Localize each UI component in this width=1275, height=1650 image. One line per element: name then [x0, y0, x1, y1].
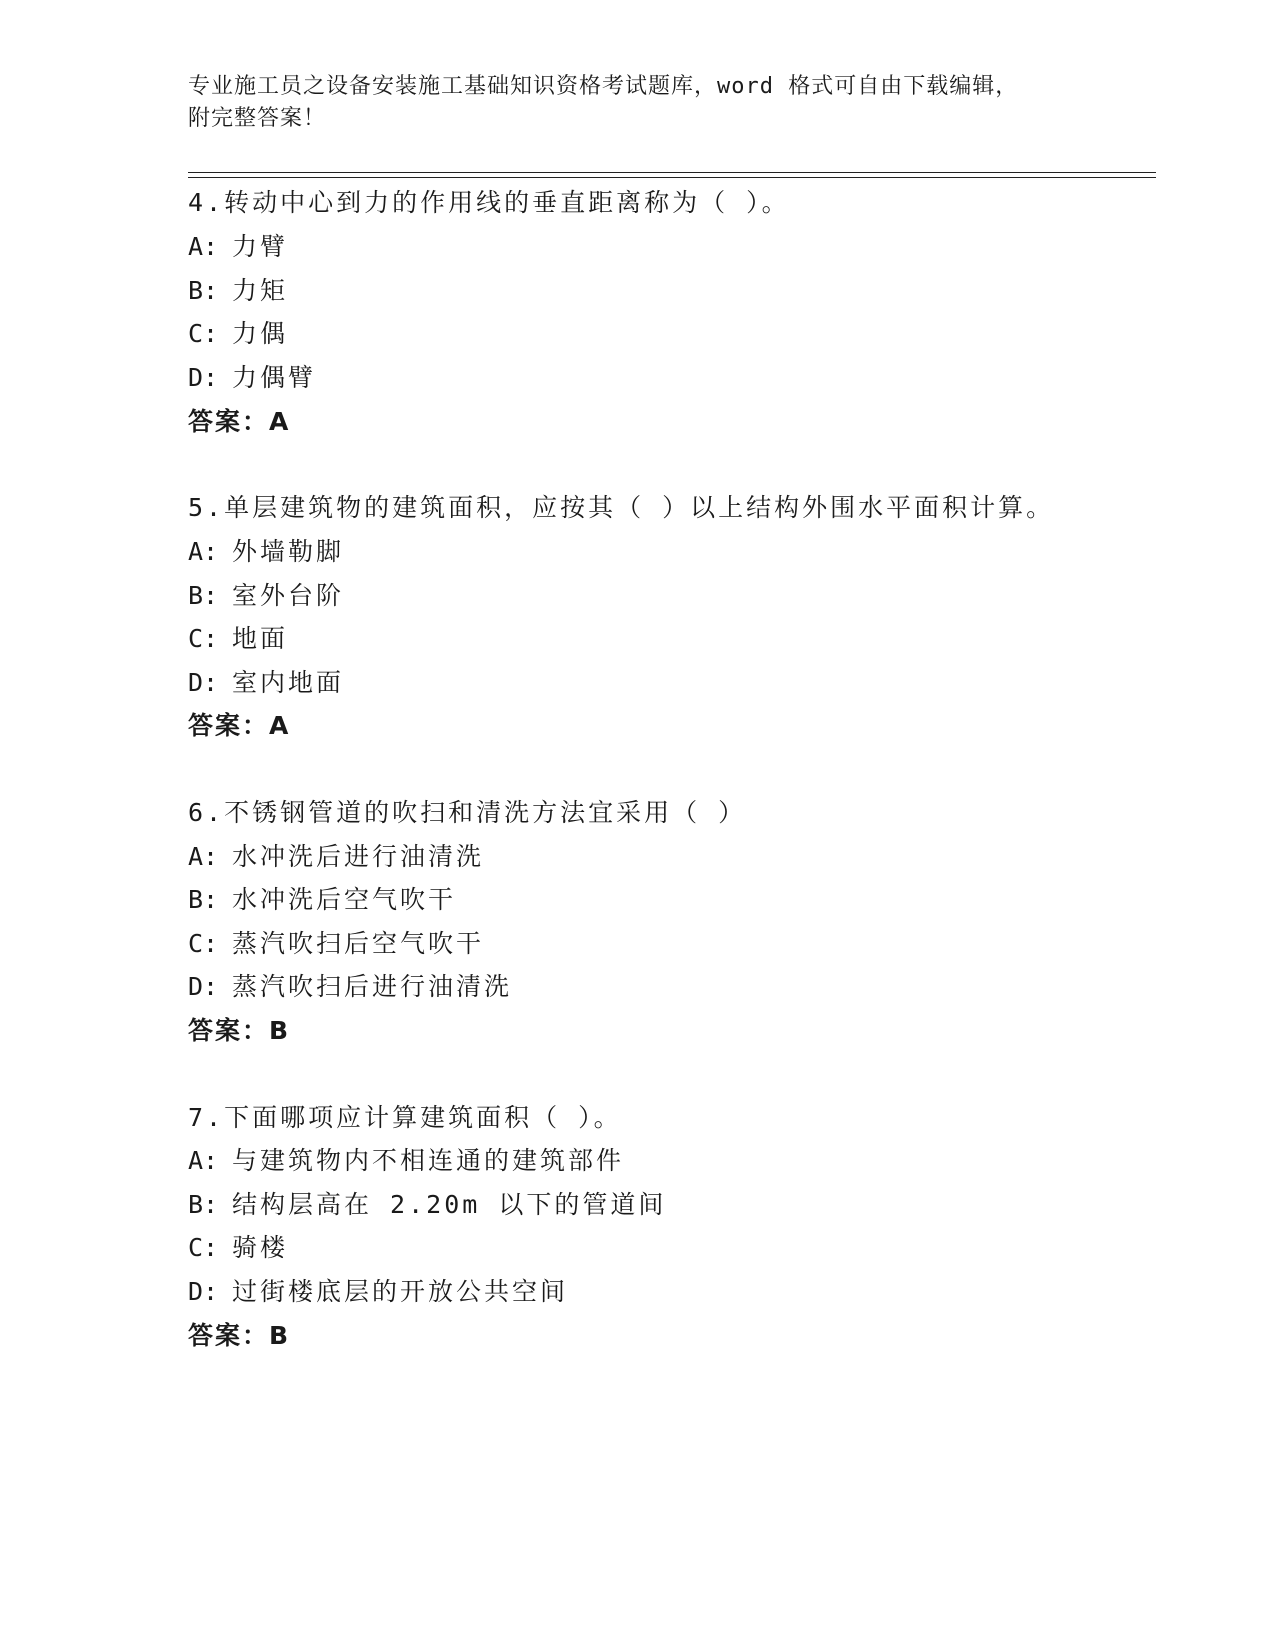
option-text: 骑楼: [232, 1233, 289, 1262]
option-label: C:: [188, 319, 219, 348]
question-6-option-d: [188, 970, 512, 1004]
header-divider-top: [188, 172, 1156, 173]
option-label: A:: [188, 1146, 219, 1175]
option-label: D:: [188, 972, 219, 1001]
question-5-option-d: [188, 666, 344, 700]
question-4-option-b: [188, 274, 288, 308]
option-label: B:: [188, 1190, 219, 1219]
question-7-option-a: [188, 1144, 624, 1178]
option-text: 力偶: [232, 319, 289, 348]
option-label: B:: [188, 885, 219, 914]
option-label: A:: [188, 232, 219, 261]
question-5-option-b: [188, 579, 344, 613]
question-5-stem: 5.单层建筑物的建筑面积，应按其（ ）以上结构外围水平面积计算。: [188, 493, 1055, 522]
option-text: 力偶臂: [232, 363, 317, 392]
option-label: A:: [188, 537, 219, 566]
question-7-option-c: [188, 1231, 288, 1265]
option-text: 力臂: [232, 232, 289, 261]
option-text: 蒸汽吹扫后进行油清洗: [232, 972, 513, 1001]
question-4-option-d: [188, 361, 316, 395]
question-7-stem: 7.下面哪项应计算建筑面积（ ）。: [188, 1103, 622, 1132]
document-header-line-1: 专业施工员之设备安装施工基础知识资格考试题库，word 格式可自由下载编辑，: [188, 74, 1019, 99]
option-text: 室外台阶: [232, 581, 345, 610]
question-7-option-b: [188, 1188, 666, 1222]
option-label: B:: [188, 276, 219, 305]
question-6-option-c: [188, 927, 484, 961]
question-5-answer: 答案：A: [188, 711, 291, 740]
question-6-stem: 6.不锈钢管道的吹扫和清洗方法宜采用（ ）: [188, 798, 747, 827]
question-4-option-c: [188, 317, 288, 351]
question-6-option-b: [188, 883, 456, 917]
option-text: 力矩: [232, 276, 289, 305]
option-text: 水冲洗后进行油清洗: [232, 842, 485, 871]
option-text: 结构层高在 2.20m 以下的管道间: [232, 1190, 667, 1219]
option-label: A:: [188, 842, 219, 871]
question-6-option-a: [188, 840, 484, 874]
option-text: 与建筑物内不相连通的建筑部件: [232, 1146, 625, 1175]
question-5-option-c: [188, 622, 288, 656]
option-text: 蒸汽吹扫后空气吹干: [232, 929, 485, 958]
option-label: C:: [188, 624, 219, 653]
option-text: 外墙勒脚: [232, 537, 345, 566]
option-text: 地面: [232, 624, 289, 653]
question-5-option-a: [188, 535, 344, 569]
question-4-stem: 4.转动中心到力的作用线的垂直距离称为（ ）。: [188, 188, 790, 217]
option-label: C:: [188, 1233, 219, 1262]
option-label: D:: [188, 668, 219, 697]
option-label: C:: [188, 929, 219, 958]
question-6-answer: 答案：B: [188, 1016, 291, 1045]
option-label: D:: [188, 363, 219, 392]
option-text: 室内地面: [232, 668, 345, 697]
option-label: D:: [188, 1277, 219, 1306]
question-4-answer: 答案：A: [188, 407, 291, 436]
question-7-option-d: [188, 1275, 568, 1309]
question-4-option-a: [188, 230, 288, 264]
question-7-answer: 答案：B: [188, 1321, 291, 1350]
document-header-line-2: 附完整答案！: [188, 106, 327, 131]
option-text: 过街楼底层的开放公共空间: [232, 1277, 569, 1306]
option-label: B:: [188, 581, 219, 610]
option-text: 水冲洗后空气吹干: [232, 885, 457, 914]
header-divider-bottom: [188, 177, 1156, 178]
